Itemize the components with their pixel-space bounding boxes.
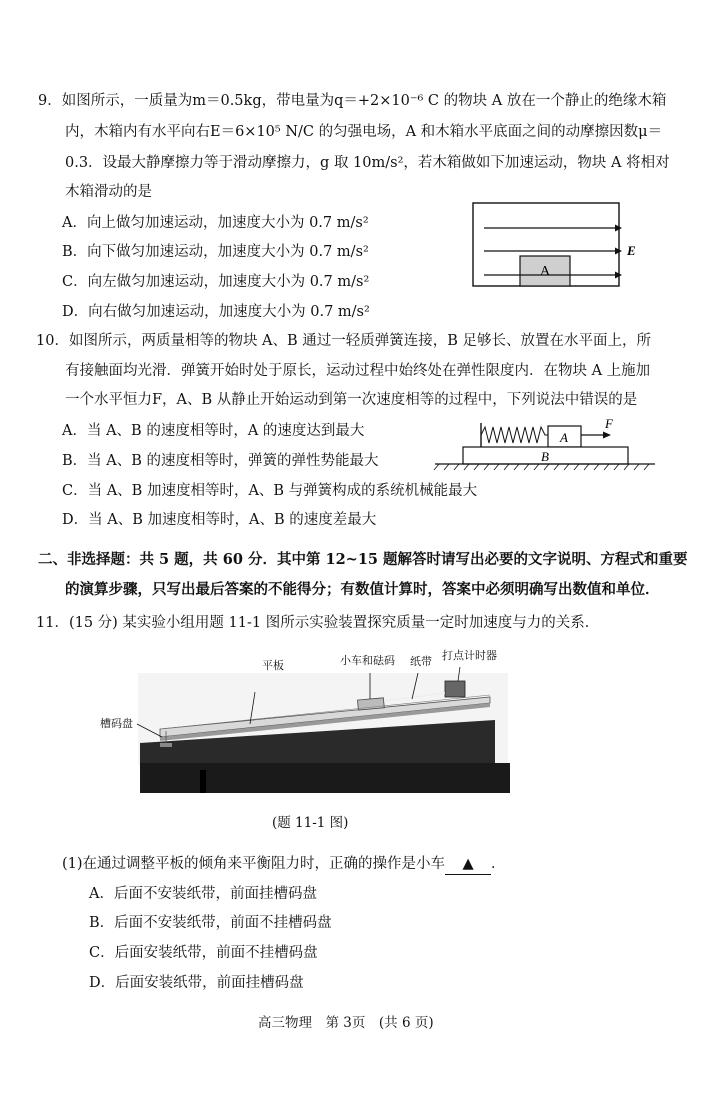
q9-line-3: 0.3．设最大静摩擦力等于滑动摩擦力，g 取 10m/s²，若木箱做如下加速运动，物块 A 将相对 <box>65 155 670 171</box>
label-tape: 纸带 <box>410 655 432 668</box>
force-f-label: F <box>605 416 613 431</box>
block-a-label: A <box>560 430 568 445</box>
force-arrow <box>603 432 611 439</box>
q10-option-b: B．当 A、B 的速度相等时，弹簧的弹性势能最大 <box>62 453 379 469</box>
q11-option-a: A．后面不安装纸带，前面挂槽码盘 <box>89 886 317 902</box>
label-timer: 打点计时器 <box>442 649 497 662</box>
q11-option-d: D．后面安装纸带，前面挂槽码盘 <box>89 975 304 991</box>
timer <box>445 681 465 697</box>
q10-option-c: C．当 A、B 加速度相等时，A、B 与弹簧构成的系统机械能最大 <box>62 483 478 499</box>
q9-option-d: D．向右做匀加速运动，加速度大小为 0.7 m/s² <box>62 304 370 320</box>
section2-line-1: 二、非选择题：共 5 题，共 60 分．其中第 12~15 题解答时请写出必要的文字说明、方程式和重要 <box>38 551 688 568</box>
weight-tray <box>160 743 172 747</box>
label-tray: 槽码盘 <box>100 717 133 730</box>
q11-option-c: C．后面安装纸带，前面不挂槽码盘 <box>89 945 318 961</box>
q11-sub1 <box>62 854 506 875</box>
blank-triangle-marker: ▲ <box>462 856 474 872</box>
apparatus-illustration <box>100 645 510 793</box>
table-edge <box>140 763 510 793</box>
label-board: 平板 <box>262 659 284 672</box>
q10-figure-spring-blocks <box>433 413 658 471</box>
q9-line-4: 木箱滑动的是 <box>65 184 152 200</box>
q11-apparatus-photo <box>100 645 510 793</box>
field-e-label: E <box>627 243 636 258</box>
spring <box>481 427 548 443</box>
q9-option-b: B．向下做匀加速运动，加速度大小为 0.7 m/s² <box>62 244 369 260</box>
q10-line-2: 有接触面均光滑．弹簧开始时处于原长，运动过程中始终处在弹性限度内．在物块 A 上施加 <box>65 363 651 379</box>
q10-option-a: A．当 A、B 的速度相等时，A 的速度达到最大 <box>62 423 365 439</box>
q10-option-d: D．当 A、B 加速度相等时，A、B 的速度差最大 <box>62 512 377 528</box>
q9-option-c: C．向左做匀加速运动，加速度大小为 0.7 m/s² <box>62 274 370 290</box>
q10-line-1: 10．如图所示，两质量相等的物块 A、B 通过一轻质弹簧连接，B 足够长、放置在水平面上，所 <box>36 333 652 349</box>
section2-line-2: 的演算步骤，只写出最后答案的不能得分；有数值计算时，答案中必须明确写出数值和单位． <box>65 581 660 598</box>
q11-line-1: 11．(15 分) 某实验小组用题 11-1 图所示实验装置探究质量一定时加速度与力的关系． <box>36 615 600 631</box>
block-a-label: A <box>539 264 551 279</box>
q9-line-2: 内，木箱内有水平向右E＝6×10⁵ N/C 的匀强电场，A 和木箱水平底面之间的动摩擦因数μ＝ <box>65 124 663 140</box>
q9-figure-box-field <box>470 200 650 292</box>
q11-sub1-text: (1)在通过调整平板的倾角来平衡阻力时，正确的操作是小车 <box>62 856 446 872</box>
ground-hatch <box>434 464 649 470</box>
block-b-label: B <box>541 449 549 464</box>
q9-option-a: A．向上做匀加速运动，加速度大小为 0.7 m/s² <box>62 215 369 231</box>
label-cart: 小车和砝码 <box>340 654 395 667</box>
figure-caption: (题 11-1 图) <box>272 815 349 831</box>
page-footer: 高三物理 第 3页 (共 6 页) <box>258 1015 434 1031</box>
q9-line-1: 9．如图所示，一质量为m＝0.5kg，带电量为q＝+2×10⁻⁶ C 的物块 A 放在一个静止的绝缘木箱 <box>38 93 667 109</box>
table-leg <box>200 770 206 793</box>
q11-option-b: B．后面不安装纸带，前面不挂槽码盘 <box>89 915 332 931</box>
answer-blank <box>445 854 491 875</box>
q10-line-3: 一个水平恒力F，A、B 从静止开始运动到第一次速度相等的过程中，下列说法中错误的是 <box>65 392 638 408</box>
q11-sub1-period: ． <box>491 856 506 872</box>
